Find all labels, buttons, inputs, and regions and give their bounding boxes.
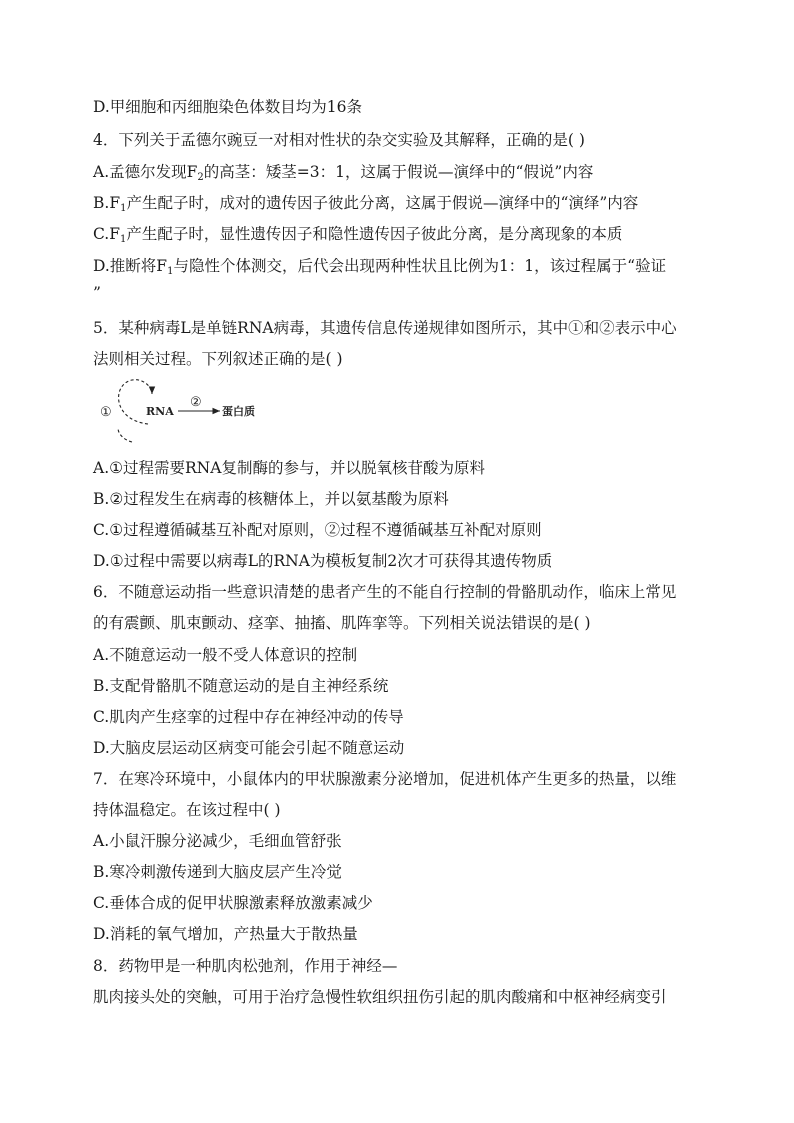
q3-option-d: D.甲细胞和丙细胞染色体数目均为16条 bbox=[93, 98, 363, 116]
central-dogma-diagram bbox=[98, 376, 268, 446]
q8-stem-line1: 8．药物甲是一种肌肉松弛剂，作用于神经— bbox=[93, 957, 398, 975]
q5-option-c: C.①过程遵循碱基互补配对原则，②过程不遵循碱基互补配对原则 bbox=[93, 521, 542, 539]
q6-option-a: A.不随意运动一般不受人体意识的控制 bbox=[93, 646, 358, 664]
q7-option-d: D.消耗的氧气增加，产热量大于散热量 bbox=[93, 925, 358, 943]
q6-stem-line1: 6．不随意运动指一些意识清楚的患者产生的不能自行控制的骨骼肌动作，临床上常见 bbox=[93, 583, 677, 601]
process-2-label: ② bbox=[190, 395, 202, 410]
q6-option-d: D.大脑皮层运动区病变可能会引起不随意运动 bbox=[93, 739, 405, 757]
q6-option-c: C.肌肉产生痉挛的过程中存在神经冲动的传导 bbox=[93, 708, 404, 726]
q5-option-b: B.②过程发生在病毒的核糖体上，并以氨基酸为原料 bbox=[93, 490, 449, 508]
protein-node: 蛋白质 bbox=[222, 405, 255, 418]
q8-stem-line2: 肌肉接头处的突触，可用于治疗急慢性软组织扭伤引起的肌肉酸痛和中枢神经病变引 bbox=[93, 988, 667, 1006]
q4-option-d: D.推断将$F_1$与隐性个体测交，后代会出现两种性状且比例为1：1，该过程属于“验证 bbox=[93, 257, 667, 277]
q4-option-d-continuation: ” bbox=[93, 284, 101, 302]
q7-option-b: B.寒冷刺激传递到大脑皮层产生冷觉 bbox=[93, 863, 342, 881]
q7-stem-line1: 7．在寒冷环境中，小鼠体内的甲状腺激素分泌增加，促进机体产生更多的热量，以维 bbox=[93, 770, 677, 788]
q5-stem-line1: 5．某种病毒L是单链RNA病毒，其遗传信息传递规律如图所示，其中①和②表示中心 bbox=[93, 319, 677, 337]
rna-node: RNA bbox=[146, 405, 174, 418]
q4-option-c: $C.F_1$产生配子时，显性遗传因子和隐性遗传因子彼此分离，是分离现象的本质 bbox=[93, 225, 623, 245]
replication-loop-tail bbox=[118, 428, 132, 442]
q4-option-a: A.孟德尔发现$F_2$的高茎：矮茎=3：1，这属于假说—演绎中的“假说”内容 bbox=[93, 163, 594, 183]
q5-stem-line2: 法则相关过程。下列叙述正确的是( ) bbox=[93, 350, 343, 368]
q6-option-b: B.支配骨骼肌不随意运动的是自主神经系统 bbox=[93, 677, 389, 695]
q4-stem: 4．下列关于孟德尔豌豆一对相对性状的杂交实验及其解释，正确的是( ) bbox=[93, 131, 585, 149]
q5-option-a: A.①过程需要RNA复制酶的参与，并以脱氧核苷酸为原料 bbox=[93, 459, 485, 477]
q4-option-b: $B.F_1$产生配子时，成对的遗传因子彼此分离，这属于假说—演绎中的“演绎”内容 bbox=[93, 194, 639, 214]
q7-option-a: A.小鼠汗腺分泌减少，毛细血管舒张 bbox=[93, 832, 342, 850]
q6-stem-line2: 的有震颤、肌束颤动、痉挛、抽搐、肌阵挛等。下列相关说法错误的是( ) bbox=[93, 614, 591, 632]
q7-stem-line2: 持体温稳定。在该过程中( ) bbox=[93, 801, 281, 819]
q7-option-c: C.垂体合成的促甲状腺激素释放激素减少 bbox=[93, 894, 373, 912]
process-1-label: ① bbox=[100, 405, 112, 420]
q5-option-d: D.①过程中需要以病毒L的RNA为模板复制2次才可获得其遗传物质 bbox=[93, 552, 553, 570]
